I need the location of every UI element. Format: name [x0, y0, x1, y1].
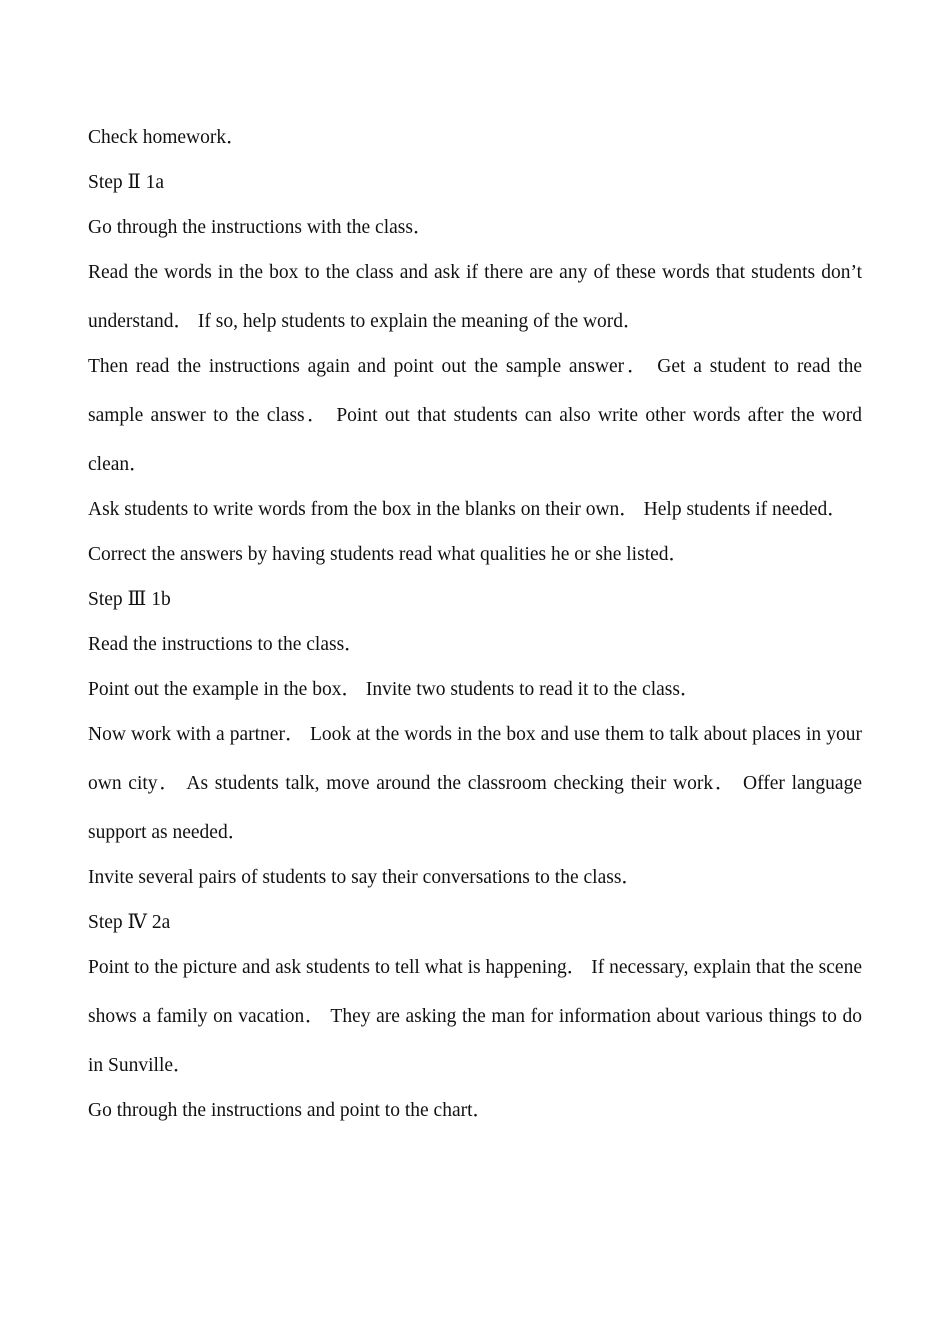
- heading-step-3-1b: Step Ⅲ 1b: [88, 589, 171, 610]
- paragraph: Invite several pairs of students to say their conversations to the class．: [88, 867, 641, 888]
- paragraph: Go through the instructions and point to the chart．: [88, 1100, 493, 1121]
- paragraph: Point out the example in the box． Invite two students to read it to the class．: [88, 679, 700, 700]
- heading-step-4-2a: Step Ⅳ 2a: [88, 912, 171, 933]
- paragraph: Then read the instructions again and point out the sample answer． Get a student to read the sample answer to the class． Point out that students can also write other words after the word clean．: [88, 356, 862, 475]
- paragraph: Ask students to write words from the box in the blanks on their own． Help students if needed．: [88, 499, 847, 520]
- paragraph: Read the words in the box to the class and ask if there are any of these words that students don’t understand． If so, help students to explain the meaning of the word．: [88, 262, 862, 332]
- paragraph: Now work with a partner． Look at the words in the box and use them to talk about places in your own city． As students talk, move around the classroom checking their work． Offer language support as needed．: [88, 724, 862, 843]
- paragraph: Read the instructions to the class．: [88, 634, 364, 655]
- paragraph: Point to the picture and ask students to tell what is happening． If necessary, explain that the scene shows a family on vacation． They are asking the man for information about various things to do in Sunville．: [88, 957, 862, 1076]
- paragraph-check-homework: Check homework．: [88, 127, 246, 148]
- paragraph: Go through the instructions with the class．: [88, 217, 433, 238]
- heading-step-2-1a: Step Ⅱ 1a: [88, 172, 165, 193]
- document-body: [88, 121, 862, 1139]
- paragraph: Correct the answers by having students read what qualities he or she listed．: [88, 544, 689, 565]
